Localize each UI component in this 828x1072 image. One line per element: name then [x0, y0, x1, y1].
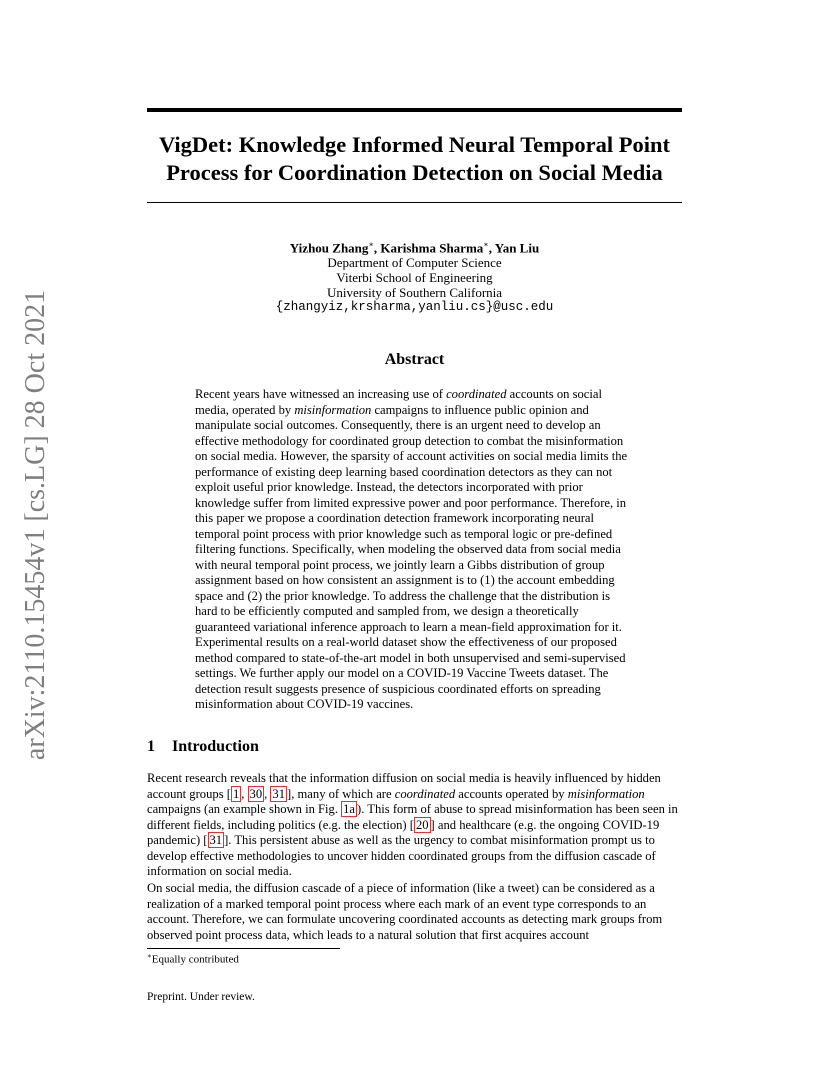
- footnote: [147, 952, 239, 966]
- citation-link[interactable]: 30: [249, 786, 263, 801]
- author-list: Yizhou Zhang∗, Karishma Sharma∗, Yan Liu: [289, 240, 540, 256]
- author-3: Yan Liu: [494, 240, 540, 256]
- author-2-mark: ∗: [483, 240, 489, 249]
- footnote-rule: [147, 948, 340, 949]
- intro-paragraph-2: On social media, the diffusion cascade of a piece of information (like a tweet) can be considered as a realization of a marked temporal point process where each mark of an event type corresponds to an account. Therefore, we can formulate uncovering coordinated accounts as detecting mark groups from observed point process data, which leads to a natural solution that first acquires account: [147, 881, 663, 942]
- department: Department of Computer Science: [327, 255, 502, 271]
- figure-link[interactable]: 1a: [343, 802, 356, 816]
- author-1: Yizhou Zhang: [289, 240, 369, 256]
- footnote-text: Equally contributed: [151, 953, 239, 966]
- section-heading-introduction: [147, 738, 259, 756]
- university: University of Southern California: [326, 285, 503, 301]
- abstract-emphasis-misinformation: misinformation: [294, 402, 372, 417]
- author-block: [147, 237, 682, 315]
- footnote-mark: ∗: [147, 952, 152, 960]
- title-line-1: VigDet: Knowledge Informed Neural Temporal Point: [158, 132, 670, 157]
- section-number: 1: [147, 738, 155, 755]
- abstract-heading: Abstract: [384, 351, 445, 368]
- citation-link[interactable]: 31: [209, 833, 223, 847]
- abstract-text: Recent years have witnessed an increasing use of coordinated accounts on social media, operated by misinformation campaigns to influence public opinion and manipulate social outcomes. Consequently, there is an urgent need to develop an effective methodology for coordinated group detection to combat the misinformation on social media. However, the sparsity of account activities on social media limits the performance of existing deep learning based coordination detectors as they can not exploit useful prior knowledge. Instead, the detectors incorporated with prior knowledge suffer from limited expressive power and poor performance. Therefore, in this paper we propose a coordination detection framework incorporating neural temporal point process with prior knowledge such as temporal logic or pre-defined filtering functions. Specifically, when modeling the observed data from social media with neural temporal point process, we jointly learn a Gibbs distribution of group assignment based on how consistent an assignment is to (1) the account embedding space and (2) the prior knowledge. To address the challenge that the distribution is hard to be efficiently computed and sampled from, we design a theoretically guaranteed variational inference approach to learn a mean-field approximation for it. Experimental results on a real-world dataset show the effectiveness of our proposed method compared to state-of-the-art model in both unsupervised and semi-supervised settings. We further apply our model on a COVID-19 Vaccine Tweets dataset. The detection result suggests presence of suspicious coordinated efforts on spreading misinformation about COVID-19 vaccines.: [195, 387, 628, 711]
- author-email: {zhangyiz,krsharma,yanliu.cs}@usc.edu: [275, 300, 554, 315]
- citation-link[interactable]: 31: [272, 786, 286, 801]
- author-2: Karishma Sharma: [380, 240, 484, 256]
- citation-link[interactable]: 20: [415, 817, 429, 832]
- abstract-emphasis-coordinated: coordinated: [446, 387, 507, 401]
- arxiv-stamp: arXiv:2110.15454v1 [cs.LG] 28 Oct 2021: [20, 289, 51, 761]
- preprint-notice: Preprint. Under review.: [147, 991, 255, 1003]
- school: Viterbi School of Engineering: [336, 270, 493, 286]
- title-rule-bottom: [147, 202, 682, 203]
- author-1-mark: ∗: [368, 240, 374, 249]
- section-title: Introduction: [172, 738, 259, 755]
- citation-link[interactable]: 1: [232, 786, 240, 801]
- paper-title: [147, 131, 682, 187]
- title-rule-top: [147, 108, 682, 112]
- intro-paragraph-1: Recent research reveals that the information diffusion on social media is heavily influenced by hidden account groups [ 1 , 30 , 31 ], many of which are coordinated accounts operated by misinformation campaigns (an example shown in Fig. 1a ). This form of abuse to spread misinformation has been seen in different fields, including politics (e.g. the election) [ 20 ] and healthcare (e.g. the ongoing COVID-19 pandemic) [ 31 ]. This persistent abuse as well as the urgency to combat misinformation prompt us to develop effective methodologies to uncover hidden coordinated groups from the diffusion cascade of information on social media.: [147, 771, 678, 878]
- title-line-2: Process for Coordination Detection on Social Media: [166, 160, 663, 185]
